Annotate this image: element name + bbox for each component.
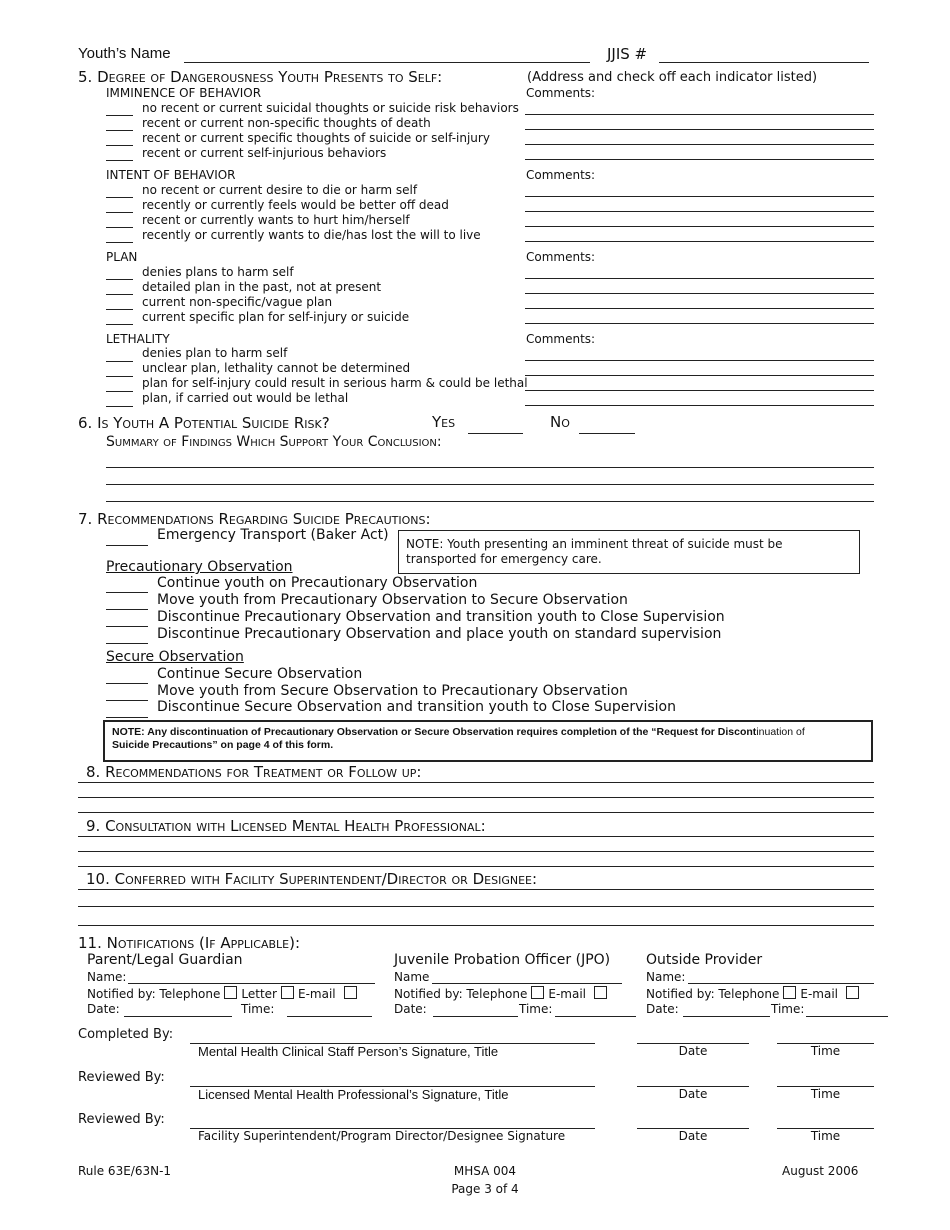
comment-line[interactable] [525,278,874,279]
section-7-title: 7. Recommendations Regarding Suicide Precautions: [78,510,431,528]
provider-name-label: Name: [646,970,686,984]
indicator-item: detailed plan in the past, not at present [142,280,382,294]
jpo-time-label: Time: [519,1002,553,1016]
provider-notified [646,986,863,1001]
summary-line[interactable] [106,467,874,468]
comment-line[interactable] [525,211,874,212]
section-10-title: 10. Conferred with Facility Superintendent/Director or Designee: [86,870,538,888]
comments-label: Comments: [526,250,596,264]
signature-caption-2: Licensed Mental Health Professional’s Signature, Title [198,1087,509,1102]
check-blank[interactable] [106,717,148,718]
parent-name-field[interactable] [128,983,375,984]
time-caption: Time [810,1087,841,1101]
comment-line[interactable] [525,226,874,227]
response-line[interactable] [78,851,874,852]
response-line[interactable] [78,906,874,907]
precautionary-heading: Precautionary Observation [106,559,293,575]
provider-date-field[interactable] [683,1016,770,1017]
check-blank[interactable] [106,609,148,610]
check-blank[interactable] [106,160,133,161]
comment-line[interactable] [525,159,874,160]
email-label: E-mail [800,987,839,1001]
emergency-note-box: NOTE: Youth presenting an imminent threat of suicide must be transported for emergency care. [398,530,860,574]
indicator-item: plan for self-injury could result in serious harm & could be lethal [142,376,528,390]
reviewed-by-label: Reviewed By: [78,1070,165,1085]
indicator-item: recently or currently feels would be better off dead [142,198,449,212]
parent-date-label: Date: [87,1002,120,1016]
telephone-checkbox[interactable] [224,986,237,999]
indicator-item: no recent or current desire to die or harm self [142,183,418,197]
provider-date-label: Date: [646,1002,679,1016]
indicator-item: recent or current specific thoughts of suicide or self-injury [142,131,490,145]
jpo-time-field[interactable] [555,1016,636,1017]
check-blank[interactable] [106,279,133,280]
prec-item: Move youth from Precautionary Observation to Secure Observation [157,592,628,608]
response-line[interactable] [78,797,874,798]
response-line[interactable] [78,782,874,783]
notified-label: Notified by: Telephone [394,987,528,1001]
indicator-item: current non-specific/vague plan [142,295,333,309]
comment-line[interactable] [525,144,874,145]
footer-form: MHSA 004 [453,1164,517,1178]
email-label: E-mail [548,987,587,1001]
check-blank[interactable] [106,227,133,228]
summary-line[interactable] [106,501,874,502]
indicator-item: denies plan to harm self [142,346,288,360]
provider-name-field[interactable] [688,983,874,984]
note-bold: NOTE: Any discontinuation of Precautionary Observation or Secure Observation requires completion of the “Request for Discont [112,726,757,738]
group-heading-plan: PLAN [106,250,138,264]
jjis-label: JJIS # [607,45,648,63]
section-6-title: 6. Is Youth A Potential Suicide Risk? [78,414,330,432]
check-blank[interactable] [106,309,133,310]
check-blank[interactable] [106,197,133,198]
comment-line[interactable] [525,293,874,294]
group-heading-lethality: LETHALITY [106,332,170,346]
signature-caption-3: Facility Superintendent/Program Director/Designee Signature [198,1129,566,1143]
comments-label: Comments: [526,86,596,100]
section-11-title: 11. Notifications (If Applicable): [78,934,300,952]
response-line[interactable] [78,836,874,837]
provider-time-field[interactable] [806,1016,888,1017]
sec-item: Continue Secure Observation [157,666,363,682]
provider-time-label: Time: [771,1002,805,1016]
check-blank[interactable] [106,145,133,146]
jpo-date-label: Date: [394,1002,427,1016]
indicator-item: no recent or current suicidal thoughts or suicide risk behaviors [142,101,519,115]
note-line2: Suicide Precautions” on page 4 of this form. [112,739,334,751]
email-checkbox[interactable] [344,986,357,999]
notified-label: Notified by: Telephone [646,987,780,1001]
check-blank[interactable] [106,592,148,593]
jpo-notified [394,986,611,1001]
notified-label: Notified by: Telephone [87,987,221,1001]
section-8-title: 8. Recommendations for Treatment or Follow up: [86,763,422,781]
group-heading-imminence: IMMINENCE OF BEHAVIOR [106,86,262,100]
indicator-item: denies plans to harm self [142,265,294,279]
yes-label: Yes [432,413,456,431]
footer-rule: Rule 63E/63N-1 [78,1164,172,1178]
jpo-heading: Juvenile Probation Officer (JPO) [394,952,611,968]
comment-line[interactable] [525,241,874,242]
comments-label: Comments: [526,168,596,182]
indicator-item: current specific plan for self-injury or suicide [142,310,410,324]
jpo-name-field[interactable] [432,983,622,984]
section-5-title: 5. Degree of Dangerousness Youth Presents to Self: [78,68,443,86]
email-label: E-mail [297,987,336,1001]
parent-heading: Parent/Legal Guardian [87,952,243,968]
comment-line[interactable] [525,360,874,361]
check-blank[interactable] [106,115,133,116]
comment-line[interactable] [525,196,874,197]
email-checkbox[interactable] [594,986,607,999]
indicator-item: recent or current self-injurious behaviors [142,146,387,160]
check-blank[interactable] [106,545,148,546]
sec-item: Discontinue Secure Observation and transition youth to Close Supervision [157,699,676,715]
group-heading-intent: INTENT OF BEHAVIOR [106,168,236,182]
prec-item: Discontinue Precautionary Observation and transition youth to Close Supervision [157,609,725,625]
comment-line[interactable] [525,114,874,115]
check-blank[interactable] [106,361,133,362]
no-label: No [550,413,570,431]
check-blank[interactable] [106,294,133,295]
comment-line[interactable] [525,405,874,406]
parent-date-field[interactable] [124,1016,232,1017]
parent-name-label: Name: [87,970,127,984]
footer-date: August 2006 [782,1164,859,1178]
check-blank[interactable] [106,376,133,377]
jpo-name-label: Name [394,970,430,984]
indicator-item: recent or current non-specific thoughts of death [142,116,431,130]
comment-line[interactable] [525,390,874,391]
provider-heading: Outside Provider [646,952,763,968]
response-line[interactable] [78,925,874,926]
no-field[interactable] [579,433,635,434]
check-blank[interactable] [106,324,133,325]
summary-label: Summary of Findings Which Support Your Conclusion: [106,434,442,450]
check-blank[interactable] [106,391,133,392]
check-blank[interactable] [106,700,148,701]
date-caption: Date [678,1044,708,1058]
letter-label: Letter [241,987,277,1001]
parent-time-field[interactable] [287,1016,372,1017]
section-5-note: (Address and check off each indicator listed) [527,70,818,85]
completed-by-label: Completed By: [78,1027,174,1042]
jjis-field[interactable] [659,62,869,63]
telephone-checkbox[interactable] [783,986,796,999]
comment-line[interactable] [525,308,874,309]
prec-item: Discontinue Precautionary Observation and place youth on standard supervision [157,626,722,642]
check-blank[interactable] [106,242,133,243]
parent-notified [87,986,361,1001]
secure-heading: Secure Observation [106,649,244,665]
letter-checkbox[interactable] [281,986,294,999]
comment-line[interactable] [525,323,874,324]
response-line[interactable] [78,889,874,890]
check-blank[interactable] [106,643,148,644]
sec-item: Move youth from Secure Observation to Precautionary Observation [157,683,628,699]
signature-caption-1: Mental Health Clinical Staff Person’s Signature, Title [198,1044,499,1059]
comment-line[interactable] [525,129,874,130]
note-tail: inuation of [756,726,805,738]
reviewed-by-label: Reviewed By: [78,1112,165,1127]
check-blank[interactable] [106,683,148,684]
check-blank[interactable] [106,130,133,131]
indicator-item: plan, if carried out would be lethal [142,391,349,405]
date-caption: Date [678,1087,708,1101]
check-blank[interactable] [106,626,148,627]
indicator-item: recently or currently wants to die/has lost the will to live [142,228,481,242]
emergency-transport: Emergency Transport (Baker Act) [157,527,389,543]
prec-item: Continue youth on Precautionary Observation [157,575,478,591]
telephone-checkbox[interactable] [531,986,544,999]
time-caption: Time [810,1044,841,1058]
check-blank[interactable] [106,212,133,213]
comments-label: Comments: [526,332,596,346]
summary-line[interactable] [106,484,874,485]
email-checkbox[interactable] [846,986,859,999]
check-blank[interactable] [106,406,133,407]
parent-time-label: Time: [241,1002,275,1016]
discontinuation-note-box [103,720,873,762]
response-line[interactable] [78,866,874,867]
indicator-item: recent or currently wants to hurt him/herself [142,213,410,227]
indicator-item: unclear plan, lethality cannot be determined [142,361,411,375]
footer-page: Page 3 of 4 [451,1182,519,1196]
response-line[interactable] [78,812,874,813]
youth-name-field[interactable] [184,62,590,63]
comment-line[interactable] [525,375,874,376]
yes-field[interactable] [468,433,523,434]
jpo-date-field[interactable] [433,1016,518,1017]
time-caption: Time [810,1129,841,1143]
section-9-title: 9. Consultation with Licensed Mental Health Professional: [86,817,486,835]
date-caption: Date [678,1129,708,1143]
youth-name-label: Youth’s Name [78,45,171,62]
